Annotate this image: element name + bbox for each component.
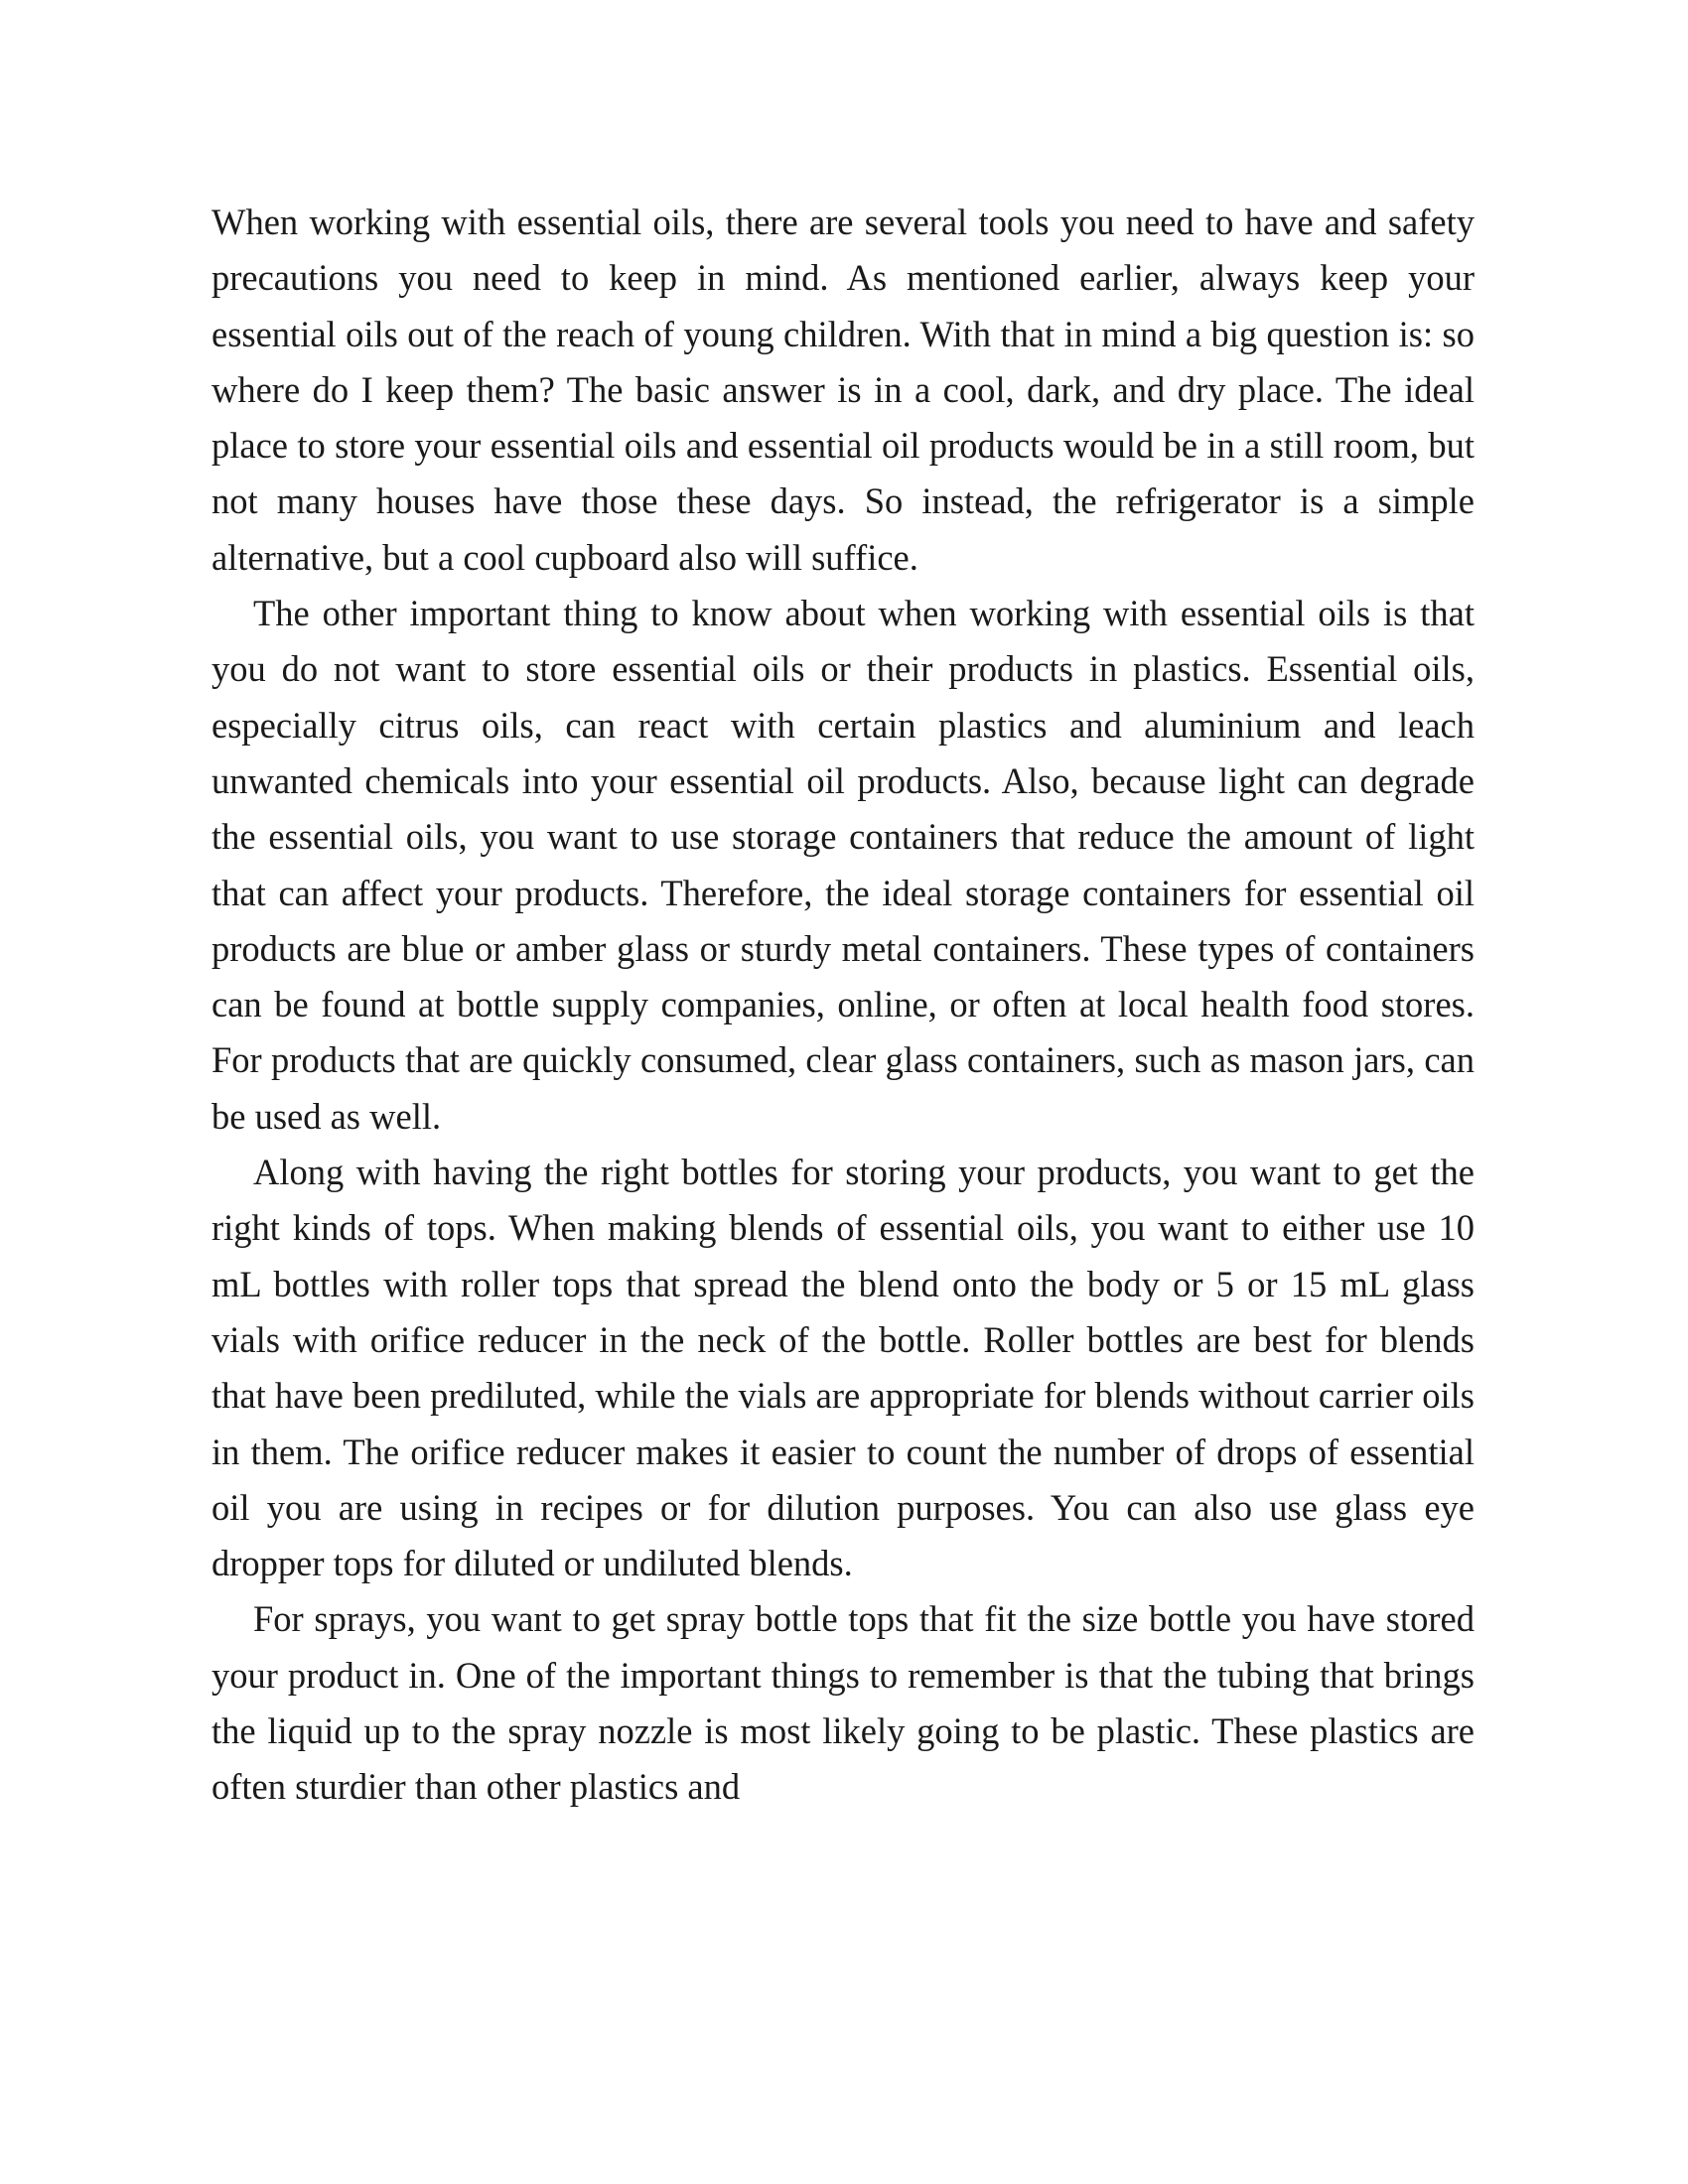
paragraph-sprays: For sprays, you want to get spray bottle tops that fit the size bottle you have stored your product in. One of the important things to remember is that the tubing that brings the liquid up to the spray nozzle is most likely going to be plastic. These plastics are often sturdier than other plastics and: [211, 1598, 1475, 1808]
paragraph-bottle-tops: Along with having the right bottles for storing your products, you want to get the right kinds of tops. When making blends of essential oils, you want to either use 10 mL bottles with roller tops that spread the blend onto the body or 5 or 15 mL glass vials with orifice reducer in the neck of the bottle. Roller bottles are best for blends that have been prediluted, while the vials are appropriate for blends without carrier oils in them. The orifice reducer makes it easier to count the number of drops of essential oil you are using in recipes or for dilution purposes. You can also use glass eye dropper tops for diluted or undiluted blends.: [211, 1152, 1475, 1584]
paragraph-storage-basics: When working with essential oils, there are several tools you need to have and safety precautions you need to keep in mind. As mentioned earlier, always keep your essential oils out of the reach of young children. With that in mind a big question is: so where do I keep them? The basic answer is in a cool, dark, and dry place. The ideal place to store your essential oils and essential oil products would be in a still room, but not many houses have those these days. So instead, the refrigerator is a simple alternative, but a cool cupboard also will suffice.: [211, 202, 1475, 578]
paragraph-container-materials: The other important thing to know about when working with essential oils is that you do not want to store essential oils or their products in plastics. Essential oils, especially citrus oils, can react with certain plastics and aluminium and leach unwanted chemicals into your essential oil products. Also, because light can degrade the essential oils, you want to use storage containers that reduce the amount of light that can affect your products. Therefore, the ideal storage containers for essential oil products are blue or amber glass or sturdy metal containers. These types of containers can be found at bottle supply companies, online, or often at local health food stores. For products that are quickly consumed, clear glass containers, such as mason jars, can be used as well.: [211, 593, 1475, 1137]
document-page: [211, 195, 1475, 2041]
